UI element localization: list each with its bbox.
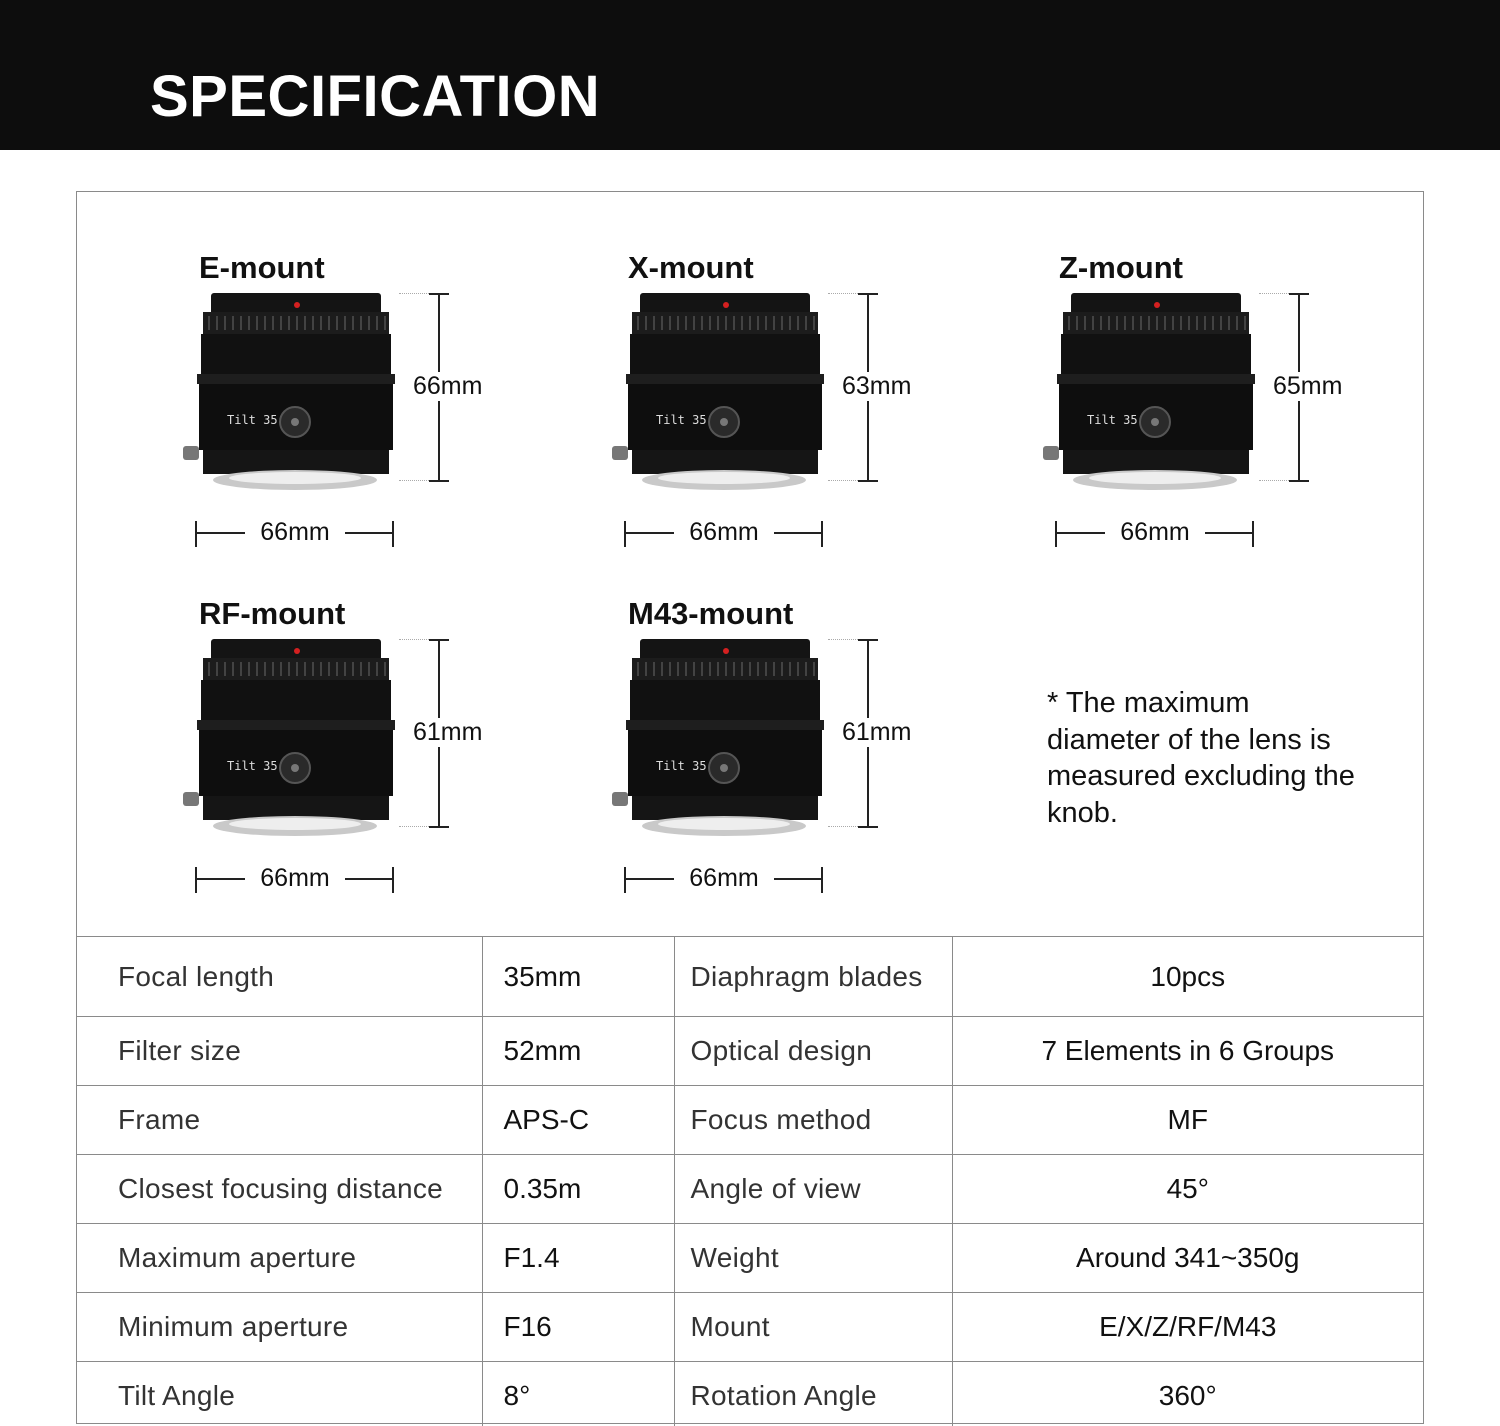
mount-name: X-mount <box>628 250 754 285</box>
spec-value: E/X/Z/RF/M43 <box>952 1293 1423 1362</box>
table-row <box>77 1224 1423 1293</box>
spec-value: 7 Elements in 6 Groups <box>952 1017 1423 1086</box>
mount-x <box>604 252 984 572</box>
height-dimension: 65mm <box>1273 372 1363 401</box>
mount-name: M43-mount <box>628 596 794 631</box>
table-row <box>77 1155 1423 1224</box>
table-row <box>77 1086 1423 1155</box>
width-dimension: 66mm <box>245 864 345 893</box>
spec-label: Frame <box>77 1086 482 1155</box>
spec-value: APS-C <box>482 1086 674 1155</box>
height-dimension: 63mm <box>842 372 932 401</box>
page-title: SPECIFICATION <box>150 64 601 129</box>
spec-value: MF <box>952 1086 1423 1155</box>
spec-value: F16 <box>482 1293 674 1362</box>
lens-image <box>1037 290 1257 500</box>
spec-label: Tilt Angle <box>77 1362 482 1426</box>
width-dimension: 66mm <box>674 864 774 893</box>
height-dimension: 66mm <box>413 372 503 401</box>
lens-image <box>606 290 826 500</box>
width-dimension: 66mm <box>1105 518 1205 547</box>
lens-model-text: Tilt 35 <box>656 759 707 773</box>
spec-value: Around 341~350g <box>952 1224 1423 1293</box>
mount-rf <box>175 598 555 918</box>
spec-value: 10pcs <box>952 937 1423 1017</box>
spec-value: 0.35m <box>482 1155 674 1224</box>
mount-name: Z-mount <box>1059 250 1183 285</box>
width-dimension: 66mm <box>674 518 774 547</box>
spec-value: 35mm <box>482 937 674 1017</box>
mount-name: E-mount <box>199 250 325 285</box>
spec-table <box>77 936 1423 1426</box>
lens-model-text: Tilt 35 <box>656 413 707 427</box>
header-banner <box>0 0 1500 150</box>
spec-label: Minimum aperture <box>77 1293 482 1362</box>
lens-diameter-note: * The maximum diameter of the lens is measured excluding the knob. <box>1047 687 1355 829</box>
spec-value: F1.4 <box>482 1224 674 1293</box>
table-row <box>77 1017 1423 1086</box>
spec-label: Focus method <box>674 1086 952 1155</box>
spec-value: 45° <box>952 1155 1423 1224</box>
spec-label: Optical design <box>674 1017 952 1086</box>
spec-label: Closest focusing distance <box>77 1155 482 1224</box>
spec-label: Weight <box>674 1224 952 1293</box>
mount-e <box>175 252 555 572</box>
lens-model-text: Tilt 35 <box>227 759 278 773</box>
spec-label: Diaphragm blades <box>674 937 952 1017</box>
lens-image <box>177 290 397 500</box>
mount-name: RF-mount <box>199 596 346 631</box>
spec-label: Angle of view <box>674 1155 952 1224</box>
mount-z <box>1035 252 1415 572</box>
spec-label: Rotation Angle <box>674 1362 952 1426</box>
spec-value: 8° <box>482 1362 674 1426</box>
height-dimension: 61mm <box>842 718 932 747</box>
height-dimension: 61mm <box>413 718 503 747</box>
spec-value: 52mm <box>482 1017 674 1086</box>
spec-value: 360° <box>952 1362 1423 1426</box>
width-dimension: 66mm <box>245 518 345 547</box>
lens-model-text: Tilt 35 <box>1087 413 1138 427</box>
spec-label: Focal length <box>77 937 482 1017</box>
spec-label: Maximum aperture <box>77 1224 482 1293</box>
table-row <box>77 1362 1423 1426</box>
table-row <box>77 937 1423 1017</box>
spec-panel <box>76 191 1424 1424</box>
lens-image <box>177 636 397 846</box>
table-row <box>77 1293 1423 1362</box>
mount-m43 <box>604 598 984 918</box>
spec-label: Filter size <box>77 1017 482 1086</box>
lens-model-text: Tilt 35 <box>227 413 278 427</box>
lens-image <box>606 636 826 846</box>
spec-label: Mount <box>674 1293 952 1362</box>
